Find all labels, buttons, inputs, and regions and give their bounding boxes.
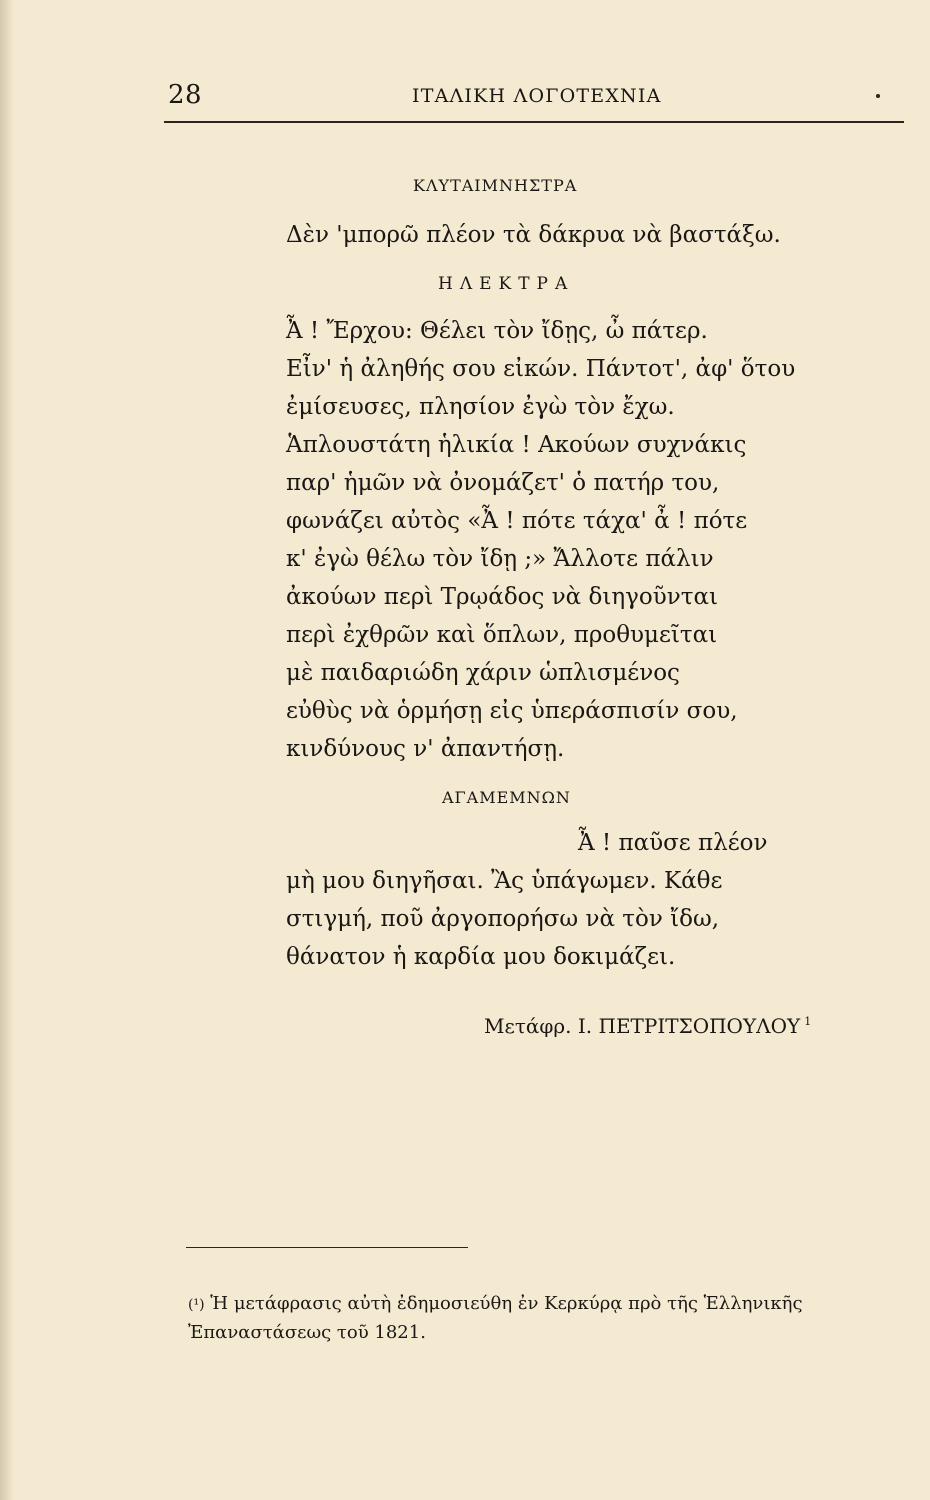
footnote-mark: (¹) bbox=[188, 1297, 205, 1313]
running-title: ΙΤΑΛΙΚΗ ΛΟΓΟΤΕΧΝΙΑ bbox=[412, 85, 662, 107]
verse-line: περὶ ἐχθρῶν καὶ ὅπλων, προθυμεῖται bbox=[286, 622, 718, 648]
verse-line: Ἆ ! παῦσε πλέον bbox=[578, 830, 768, 856]
speaker-clytemnestra: ΚΛΥΤΑΙΜΝΗΣΤΡΑ bbox=[413, 176, 578, 195]
binding-shadow bbox=[0, 0, 14, 1500]
verse-line: ἐμίσευσες, πλησίον ἐγὼ τὸν ἔχω. bbox=[286, 394, 675, 420]
verse-line: μὴ μου διηγῆσαι. Ἂς ὑπάγωμεν. Κάθε bbox=[286, 868, 723, 894]
verse-line: θάνατον ἡ καρδία μου δοκιμάζει. bbox=[286, 944, 676, 970]
verse-line: ἀκούων περὶ Τρῳάδος νὰ διηγοῦνται bbox=[286, 584, 719, 610]
verse-line: Δὲν 'μπορῶ πλέον τὰ δάκρυα νὰ βαστάξω. bbox=[286, 222, 781, 248]
footnote-rule bbox=[186, 1247, 468, 1248]
verse-line: κινδύνους ν' ἀπαντήσῃ. bbox=[286, 736, 565, 762]
verse-line: μὲ παιδαριώδη χάριν ὡπλισμένος bbox=[286, 660, 680, 686]
page-number: 28 bbox=[168, 80, 203, 110]
footnote bbox=[188, 1290, 908, 1346]
verse-line: Ἁπλουστάτη ἡλικία ! Ακούων συχνάκις bbox=[286, 432, 747, 458]
verse-line: Ἆ ! Ἔρχου: Θέλει τὸν ἴδῃς, ὦ πάτερ. bbox=[286, 318, 708, 344]
verse-line: Εἶν' ἡ ἀληθής σου εἰκών. Πάντοτ', ἀφ' ὅτου bbox=[286, 356, 796, 382]
speaker-electra: ΗΛΕΚΤΡΑ bbox=[438, 274, 575, 294]
speaker-agamemnon: ΑΓΑΜΕΜΝΩΝ bbox=[442, 788, 571, 807]
footnote-text: Ἡ μετάφρασις αὐτὴ ἐδημοσιεύθη ἐν Κερκύρᾳ πρὸ τῆς Ἑλληνικῆς Ἐπαναστάσεως τοῦ 1821. bbox=[188, 1293, 803, 1343]
verse-line: στιγμή, ποῦ ἀργοπορήσω νὰ τὸν ἴδω, bbox=[286, 906, 720, 932]
verse-line: φωνάζει αὐτὸς «Ἆ ! πότε τάχα' ἆ ! πότε bbox=[286, 508, 748, 534]
verse-line: κ' ἐγὼ θέλω τὸν ἴδῃ ;» Ἄλλοτε πάλιν bbox=[286, 546, 714, 572]
verse-line: εὐθὺς νὰ ὁρμήσῃ εἰς ὑπεράσπισίν σου, bbox=[286, 698, 738, 724]
header-dot bbox=[876, 94, 880, 98]
translator-credit: Μετάφρ. Ι. ΠΕΤΡΙΤΣΟΠΟΥΛΟΥ bbox=[484, 1014, 801, 1038]
header-rule bbox=[164, 121, 904, 123]
translator-signature bbox=[484, 1014, 811, 1038]
verse-line: παρ' ἡμῶν νὰ ὀνομάζετ' ὁ πατήρ του, bbox=[286, 470, 720, 496]
footnote-reference: 1 bbox=[804, 1015, 812, 1029]
